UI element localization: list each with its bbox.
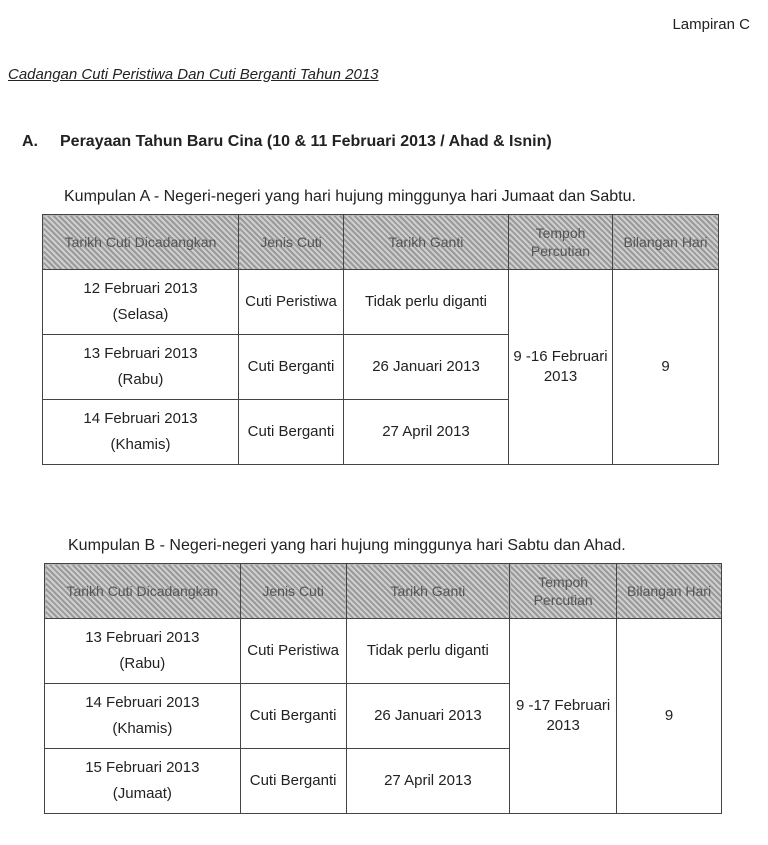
type-cell: Cuti Berganti: [240, 749, 346, 814]
period-cell: 9 -16 Februari 2013: [509, 270, 613, 465]
days-cell: 9: [617, 619, 722, 814]
type-cell: Cuti Berganti: [240, 684, 346, 749]
section-a-heading: [22, 133, 552, 151]
replace-cell: 26 Januari 2013: [346, 684, 510, 749]
day-cell: (Selasa): [112, 306, 169, 323]
lampiran-label: Lampiran C: [672, 16, 750, 33]
date-cell: 12 Februari 2013: [83, 280, 198, 297]
table-row: [45, 619, 722, 684]
col-header: Jenis Cuti: [239, 215, 344, 270]
days-cell: 9: [613, 270, 719, 465]
day-cell: (Khamis): [110, 436, 171, 453]
period-cell: 9 -17 Februari 2013: [510, 619, 617, 814]
replace-cell: 26 Januari 2013: [344, 335, 509, 400]
section-letter: A.: [22, 133, 38, 150]
group-b-table: [44, 563, 722, 814]
type-cell: Cuti Peristiwa: [240, 619, 346, 684]
col-header: Bilangan Hari: [617, 564, 722, 619]
day-cell: (Jumaat): [112, 785, 172, 802]
group-a-label: Kumpulan A - Negeri-negeri yang hari hujung minggunya hari Jumaat dan Sabtu.: [64, 188, 636, 205]
date-cell: 14 Februari 2013: [83, 410, 198, 427]
date-cell: 14 Februari 2013: [85, 694, 200, 711]
col-header: Bilangan Hari: [613, 215, 719, 270]
day-cell: (Khamis): [112, 720, 173, 737]
date-cell: 13 Februari 2013: [83, 345, 198, 362]
col-header: Tempoh Percutian: [509, 215, 613, 270]
date-cell: 15 Februari 2013: [85, 759, 200, 776]
replace-cell: 27 April 2013: [346, 749, 510, 814]
day-cell: (Rabu): [117, 371, 164, 388]
col-header: Tarikh Ganti: [344, 215, 509, 270]
col-header: Jenis Cuti: [240, 564, 346, 619]
type-cell: Cuti Berganti: [239, 400, 344, 465]
date-cell: 13 Februari 2013: [85, 629, 200, 646]
col-header: Tempoh Percutian: [510, 564, 617, 619]
type-cell: Cuti Berganti: [239, 335, 344, 400]
col-header: Tarikh Cuti Dicadangkan: [45, 564, 241, 619]
document-title: Cadangan Cuti Peristiwa Dan Cuti Berganti Tahun 2013: [8, 66, 379, 83]
table-header: [45, 564, 722, 619]
group-b-label: Kumpulan B - Negeri-negeri yang hari hujung minggunya hari Sabtu dan Ahad.: [68, 537, 626, 554]
group-a-table: [42, 214, 719, 465]
replace-cell: Tidak perlu diganti: [344, 270, 509, 335]
replace-cell: Tidak perlu diganti: [346, 619, 510, 684]
replace-cell: 27 April 2013: [344, 400, 509, 465]
col-header: Tarikh Ganti: [346, 564, 510, 619]
table-row: [43, 270, 719, 335]
day-cell: (Rabu): [119, 655, 166, 672]
table-header: [43, 215, 719, 270]
section-title: Perayaan Tahun Baru Cina (10 & 11 Februari 2013 / Ahad & Isnin): [60, 133, 552, 150]
col-header: Tarikh Cuti Dicadangkan: [43, 215, 239, 270]
type-cell: Cuti Peristiwa: [239, 270, 344, 335]
